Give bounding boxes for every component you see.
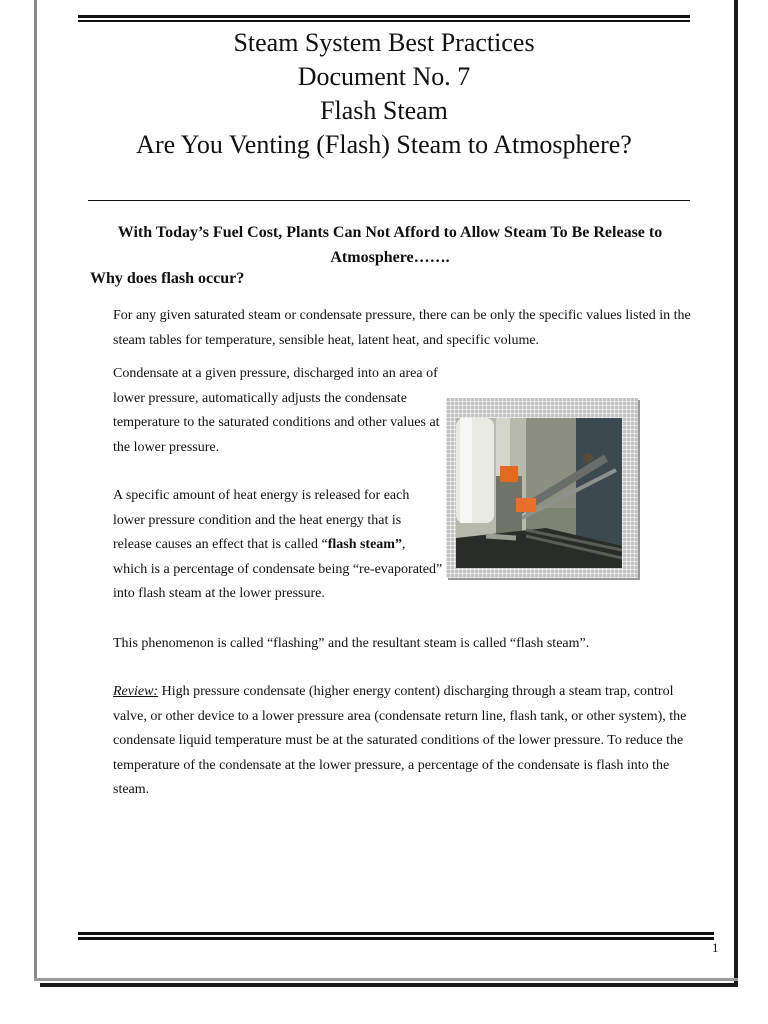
subheadline-line-1: With Today’s Fuel Cost, Plants Can Not Afford to Allow Steam To Be Release to — [117, 224, 663, 241]
footer-rule-thin — [78, 937, 714, 940]
page-border-bottom — [34, 978, 738, 981]
footer-rule-thick — [78, 932, 714, 935]
review-label: Review: — [113, 684, 159, 699]
document-title — [78, 26, 690, 162]
title-line-3: Flash Steam — [320, 96, 448, 125]
subheadline — [100, 220, 680, 270]
page-number: 1 — [712, 940, 719, 955]
heat-energy-text-1: A specific amount of heat energy is released for each lower pressure condition and the heat energy that is release causes an effect that is called “ — [113, 488, 410, 552]
paragraph-review — [113, 680, 703, 803]
paragraph-steam-tables: For any given saturated steam or condensate pressure, there can be only the specific values listed in the steam tables for temperature, sensible heat, latent heat, and specific volume. — [113, 308, 691, 348]
title-divider — [88, 200, 690, 201]
title-line-2: Document No. 7 — [297, 62, 471, 91]
steam-trap-photo-frame — [446, 398, 638, 578]
page-border-right — [734, 0, 738, 986]
page-border-left — [34, 0, 37, 980]
review-text: High pressure condensate (higher energy content) discharging through a steam trap, control valve, or other device to a lower pressure area (condensate return line, flash tank, or other system), the condensate liquid temperature must be at the saturated conditions of the lower pressure. To reduce the temperature of the condensate at the lower pressure, a percentage of the condensate is flash into the steam. — [113, 684, 687, 797]
heat-energy-text-2: , which is a percentage of condensate being “re-evaporated” into flash steam at the lower pressure. — [113, 537, 443, 601]
title-line-4: Are You Venting (Flash) Steam to Atmosphere? — [136, 130, 632, 159]
header-rule-thin — [78, 20, 690, 22]
flash-steam-term: flash steam” — [327, 537, 402, 552]
paragraph-condensate-pressure: Condensate at a given pressure, discharged into an area of lower pressure, automatically adjusts the condensate temperature to the saturated conditions and other values at the lower pressure. — [113, 366, 440, 455]
section-heading: Why does flash occur? — [90, 270, 245, 287]
header-rule-thick — [78, 15, 690, 18]
steam-trap-photo — [456, 418, 622, 568]
title-line-1: Steam System Best Practices — [233, 28, 535, 57]
subheadline-line-2: Atmosphere……. — [330, 249, 450, 266]
page-border-bottom-shadow — [40, 983, 738, 987]
paragraph-phenomenon: This phenomenon is called “flashing” and the resultant steam is called “flash steam”. — [113, 636, 590, 651]
paragraph-heat-energy — [113, 484, 443, 607]
